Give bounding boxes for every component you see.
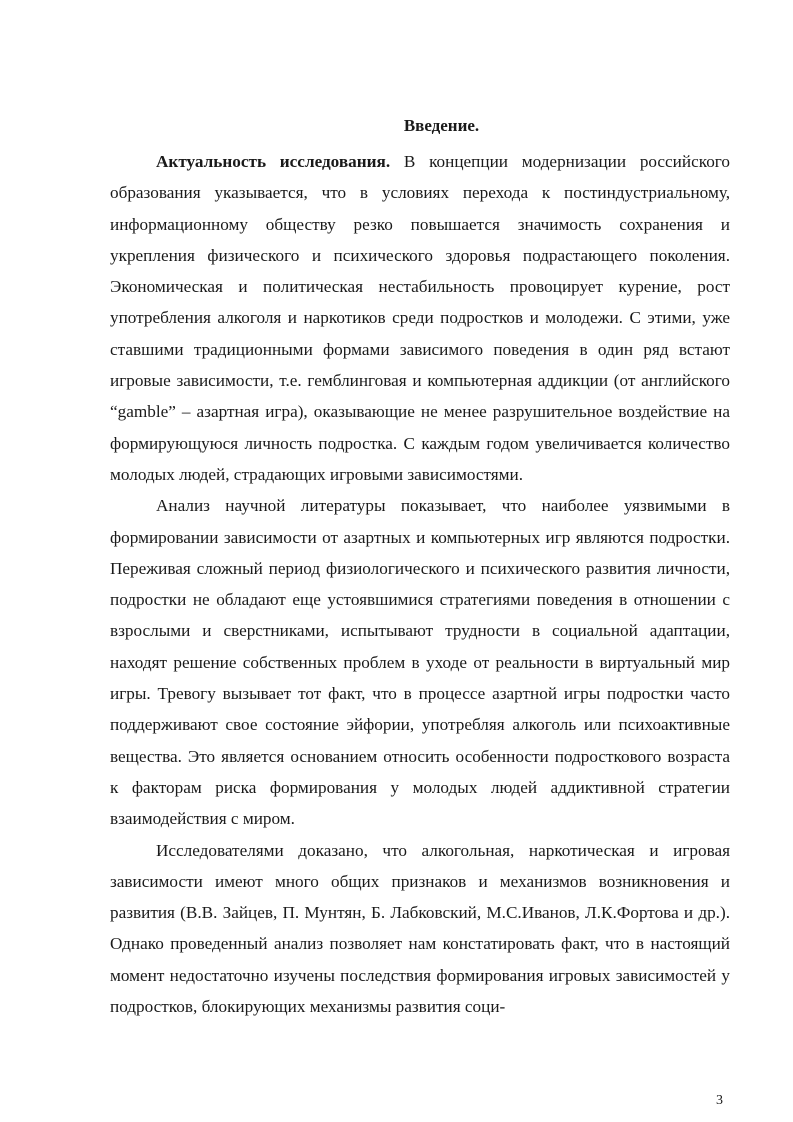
paragraph-1: [110, 146, 730, 490]
body-text: [110, 146, 730, 1022]
paragraph-lead: Актуальность исследования.: [156, 152, 391, 171]
page-number: 3: [716, 1093, 723, 1108]
paragraph-2: [110, 490, 730, 834]
paragraph-3: [110, 835, 730, 1023]
paragraph-text: Анализ научной литературы показывает, что наиболее уязвимыми в формировании зависимости от азартных и компьютерных игр являются подростки. Переживая сложный период физиологического и психического развития личности, подростки не обладают еще устоявшимися стратегиями поведения в отношении с взрослыми и сверстниками, испытывают трудности в социальной адаптации, находят решение собственных проблем в уходе от реальности в виртуальный мир игры. Тревогу вызывает тот факт, что в процессе азартной игры подростки часто поддерживают свое состояние эйфории, употребляя алкоголь или психоактивные вещества. Это является основанием относить особенности подросткового возраста к факторам риска формирования у молодых людей аддиктивной стратегии взаимодействия с миром.: [110, 496, 730, 829]
paragraph-text: Исследователями доказано, что алкогольная, наркотическая и игровая зависимости имеют много общих признаков и механизмов возникновения и развития (В.В. Зайцев, П. Мунтян, Б. Лабковский, М.С.Иванов, Л.К.Фортова и др.). Однако проведенный анализ позволяет нам констатировать факт, что в настоящий момент недостаточно изучены последствия формирования игровых зависимостей у подростков, блокирующих механизмы развития соци-: [110, 840, 730, 1017]
paragraph-text: В концепции модернизации российского образования указывается, что в условиях перехода к постиндустриальному, информационному обществу резко повышается значимость сохранения и укрепления физического и психического здоровья подрастающего поколения. Экономическая и политическая нестабильность провоцирует курение, рост употребления алкоголя и наркотиков среди подростков и молодежи. С этими, уже ставшими традиционными формами зависимого поведения в один ряд встают игровые зависимости, т.е. гемблинговая и компьютерная аддикции (от английского “gamble” – азартная игра), оказывающие не менее разрушительное воздействие на формирующуюся личность подростка. С каждым годом увеличивается количество молодых людей, страдающих игровыми зависимостями.: [110, 152, 730, 484]
page-title: Введение.: [403, 116, 480, 135]
